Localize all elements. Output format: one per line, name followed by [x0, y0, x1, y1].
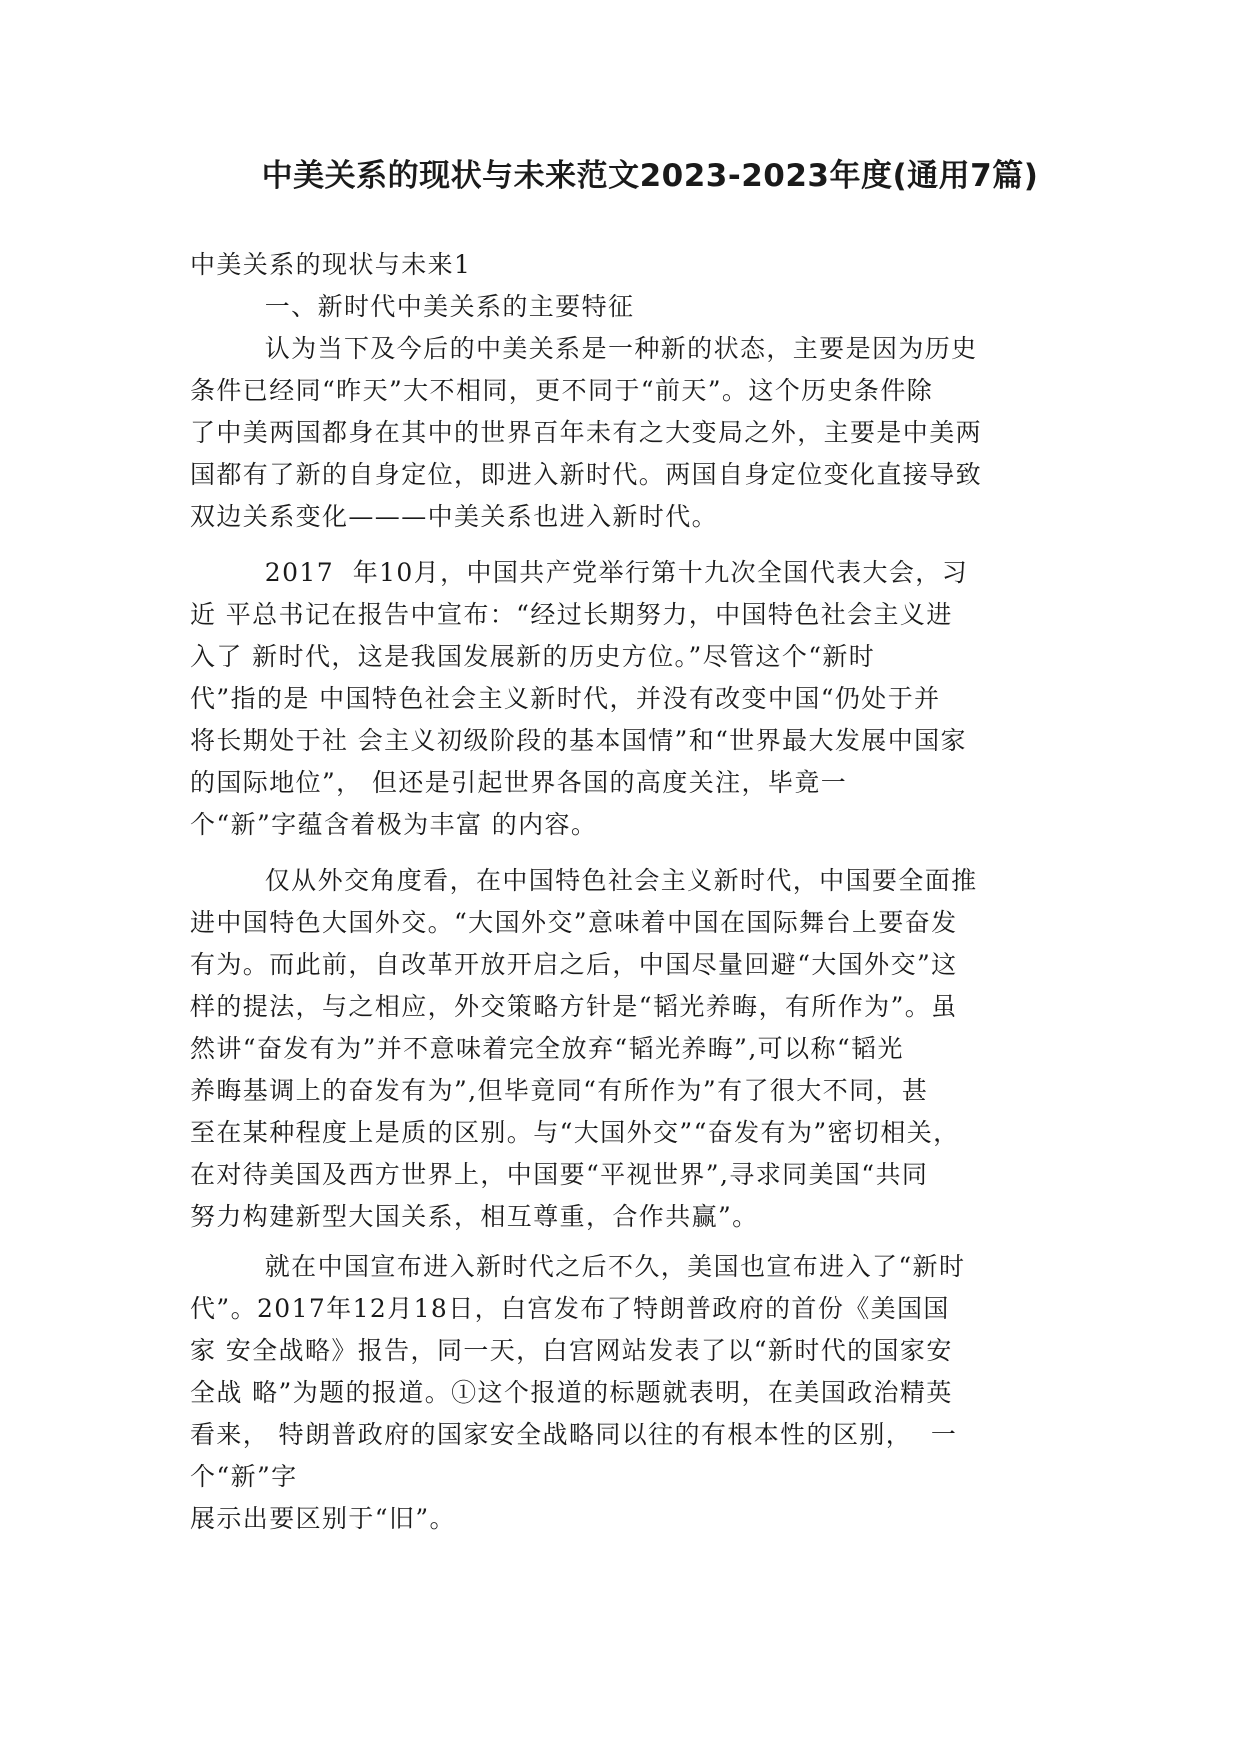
paragraph-line: 条件已经同“昨天”大不相同，更不同于“前天”。这个历史条件除 [190, 376, 934, 405]
paragraph-line: 个“新”字蕴含着极为丰富 的内容。 [190, 810, 598, 839]
paragraph-line: 2017 年10月，中国共产党举行第十九次全国代表大会，习 [190, 558, 969, 587]
paragraph-2 [190, 552, 1048, 846]
paragraph-line: 努力构建新型大国关系，相互尊重，合作共赢”。 [190, 1202, 759, 1231]
paragraph-line: 样的提法，与之相应，外交策略方针是“韬光养晦，有所作为”。虽 [190, 992, 958, 1021]
paragraph-line: 代”。2017年12月18日，白宫发布了特朗普政府的首份《美国国 [190, 1294, 950, 1323]
paragraph-line: 代”指的是 中国特色社会主义新时代，并没有改变中国“仍处于并 [190, 684, 941, 713]
paragraph-line: 近 平总书记在报告中宣布：“经过长期努力，中国特色社会主义进 [190, 600, 953, 629]
paragraph-line: 将长期处于社 会主义初级阶段的基本国情”和“世界最大发展中国家 [190, 726, 967, 755]
paragraph-line: 展示出要区别于“旧”。 [190, 1504, 456, 1533]
paragraph-line: 入了 新时代，这是我国发展新的历史方位。”尽管这个“新时 [190, 642, 876, 671]
paragraph-line: 双边关系变化———中美关系也进入新时代。 [190, 502, 719, 531]
paragraph-line: 养晦基调上的奋发有为”,但毕竟同“有所作为”有了很大不同，甚 [190, 1076, 929, 1105]
paragraph-spacer [190, 846, 1048, 860]
paragraph-line: 至在某种程度上是质的区别。与“大国外交”“奋发有为”密切相关， [190, 1118, 960, 1147]
paragraph-1 [190, 328, 1048, 538]
paragraph-line: 仅从外交角度看，在中国特色社会主义新时代，中国要全面推 [190, 866, 978, 895]
paragraph-spacer [190, 1238, 1048, 1246]
paragraph-4 [190, 1246, 1048, 1540]
paragraph-line: 国都有了新的自身定位，即进入新时代。两国自身定位变化直接导致 [190, 460, 983, 489]
paragraph-line: 然讲“奋发有为”并不意味着完全放弃“韬光养晦”,可以称“韬光 [190, 1034, 904, 1063]
paragraph-line: 了中美两国都身在其中的世界百年未有之大变局之外，主要是中美两 [190, 418, 983, 447]
document-body [190, 244, 1048, 1540]
document-title: 中美关系的现状与未来范文2023-2023年度(通用7篇) [261, 158, 1039, 194]
paragraph-line: 有为。而此前，自改革开放开启之后，中国尽量回避“大国外交”这 [190, 950, 958, 979]
paragraph-line: 进中国特色大国外交。“大国外交”意味着中国在国际舞台上要奋发 [190, 908, 958, 937]
paragraph-line: 的国际地位”， 但还是引起世界各国的高度关注，毕竟一 [190, 768, 848, 797]
subheading: 一、新时代中美关系的主要特征 [190, 292, 635, 321]
paragraph-line: 看来， 特朗普政府的国家安全战略同以往的有根本性的区别， 一 [190, 1420, 958, 1449]
paragraph-line: 个“新”字 [190, 1462, 298, 1491]
paragraph-line: 在对待美国及西方世界上，中国要“平视世界”,寻求同美国“共同 [190, 1160, 929, 1189]
paragraph-3 [190, 860, 1048, 1238]
paragraph-line: 认为当下及今后的中美关系是一种新的状态，主要是因为历史 [190, 334, 978, 363]
paragraph-line: 家 安全战略》报告，同一天，白宫网站发表了以“新时代的国家安 [190, 1336, 953, 1365]
paragraph-line: 全战 略”为题的报道。①这个报道的标题就表明，在美国政治精英 [190, 1378, 953, 1407]
section-heading: 中美关系的现状与未来1 [190, 250, 472, 279]
paragraph-spacer [190, 538, 1048, 552]
paragraph-line: 就在中国宣布进入新时代之后不久，美国也宣布进入了“新时 [190, 1252, 966, 1281]
